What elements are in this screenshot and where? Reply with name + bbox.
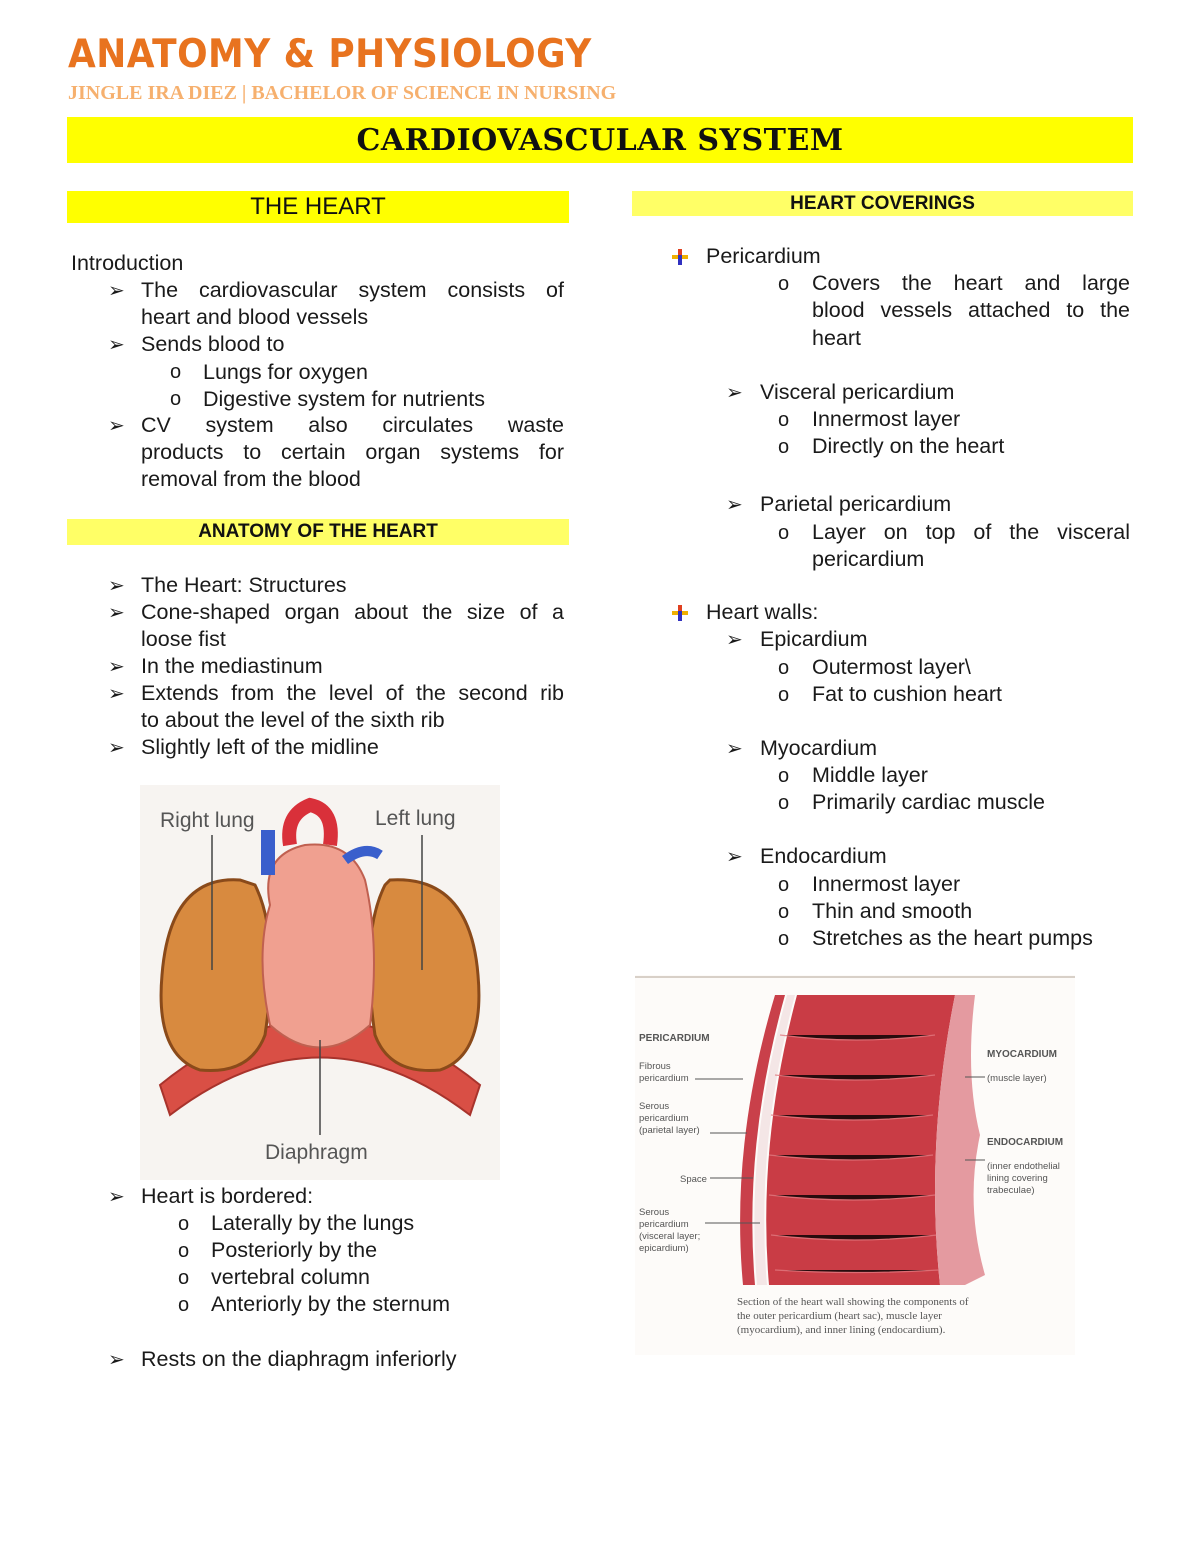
list-item: The cardiovascular system consists of bbox=[141, 278, 564, 302]
list-item: Extends from the level of the second rib bbox=[141, 681, 564, 705]
circle-bullet-icon: o bbox=[170, 361, 182, 383]
circle-bullet-icon: o bbox=[778, 684, 790, 706]
fig-serous-parietal-label: (parietal layer) bbox=[639, 1125, 700, 1136]
intro-label: Introduction bbox=[71, 251, 184, 275]
arrow-bullet-icon: ➢ bbox=[726, 494, 743, 516]
fig-space-label: Space bbox=[680, 1174, 707, 1185]
circle-bullet-icon: o bbox=[778, 928, 790, 950]
list-item: Sends blood to bbox=[141, 332, 285, 356]
circle-bullet-icon: o bbox=[778, 901, 790, 923]
visceral-heading: Visceral pericardium bbox=[760, 380, 955, 404]
circle-bullet-icon: o bbox=[778, 522, 790, 544]
circle-bullet-icon: o bbox=[778, 273, 790, 295]
diaphragm-label: Diaphragm bbox=[265, 1141, 368, 1164]
list-item: Anteriorly by the sternum bbox=[211, 1292, 450, 1316]
list-item: to about the level of the sixth rib bbox=[141, 708, 445, 732]
circle-bullet-icon: o bbox=[178, 1240, 190, 1262]
right-lung-label: Right lung bbox=[160, 809, 255, 832]
fig-myocardium-label: MYOCARDIUM bbox=[987, 1049, 1057, 1060]
list-item: products to certain organ systems for bbox=[141, 440, 564, 464]
circle-bullet-icon: o bbox=[778, 409, 790, 431]
list-item: Covers the heart and large bbox=[812, 271, 1130, 295]
list-item: Lungs for oxygen bbox=[203, 360, 368, 384]
arrow-bullet-icon: ➢ bbox=[108, 1349, 125, 1371]
arrow-bullet-icon: ➢ bbox=[108, 656, 125, 678]
fig-fibrous-label: Fibrous bbox=[639, 1061, 671, 1072]
document-title: ANATOMY & PHYSIOLOGY bbox=[68, 32, 592, 77]
section-anatomy-title: ANATOMY OF THE HEART bbox=[198, 521, 438, 542]
list-item: Directly on the heart bbox=[812, 434, 1005, 458]
list-item: Innermost layer bbox=[812, 407, 961, 431]
heart-walls-heading: Heart walls: bbox=[706, 600, 819, 624]
title-banner bbox=[67, 117, 1133, 163]
list-item: Outermost layer\ bbox=[812, 655, 971, 679]
list-item: removal from the blood bbox=[141, 467, 361, 491]
list-item: heart and blood vessels bbox=[141, 305, 369, 329]
left-lung-label: Left lung bbox=[375, 807, 456, 830]
arrow-bullet-icon: ➢ bbox=[726, 382, 743, 404]
fig-serous-visceral-label: pericardium bbox=[639, 1219, 689, 1230]
pericardium-heading: Pericardium bbox=[706, 244, 821, 268]
banner-text: CARDIOVASCULAR SYSTEM bbox=[356, 122, 844, 158]
fig-endocardium-desc: (inner endothelial bbox=[987, 1161, 1060, 1172]
list-item: CV system also circulates waste bbox=[141, 413, 564, 437]
circle-bullet-icon: o bbox=[778, 792, 790, 814]
list-item: Thin and smooth bbox=[812, 899, 973, 923]
arrow-bullet-icon: ➢ bbox=[108, 280, 125, 302]
list-item: Digestive system for nutrients bbox=[203, 387, 485, 411]
circle-bullet-icon: o bbox=[778, 874, 790, 896]
arrow-bullet-icon: ➢ bbox=[726, 738, 743, 760]
list-item: In the mediastinum bbox=[141, 654, 323, 678]
list-item: Stretches as the heart pumps bbox=[812, 926, 1093, 950]
fig-caption-line: (myocardium), and inner lining (endocardium). bbox=[737, 1324, 946, 1336]
list-item: Posteriorly by the bbox=[211, 1238, 378, 1262]
parietal-heading: Parietal pericardium bbox=[760, 492, 952, 516]
arrow-bullet-icon: ➢ bbox=[108, 575, 125, 597]
list-item: Rests on the diaphragm inferiorly bbox=[141, 1347, 457, 1371]
fig-serous-visceral-label: Serous bbox=[639, 1207, 670, 1218]
list-item: Slightly left of the midline bbox=[141, 735, 379, 759]
circle-bullet-icon: o bbox=[178, 1213, 190, 1235]
list-item: pericardium bbox=[812, 547, 925, 571]
list-item: Heart is bordered: bbox=[141, 1184, 314, 1208]
arrow-bullet-icon: ➢ bbox=[108, 602, 125, 624]
arrow-bullet-icon: ➢ bbox=[108, 415, 125, 437]
epicardium-heading: Epicardium bbox=[760, 627, 868, 651]
section-coverings-title: HEART COVERINGS bbox=[790, 192, 975, 214]
fig-muscle-layer-label: (muscle layer) bbox=[987, 1073, 1047, 1084]
arrow-bullet-icon: ➢ bbox=[108, 737, 125, 759]
list-item: Fat to cushion heart bbox=[812, 682, 1003, 706]
heart-wall-figure bbox=[635, 975, 1075, 1355]
circle-bullet-icon: o bbox=[778, 436, 790, 458]
list-item: vertebral column bbox=[211, 1265, 370, 1289]
circle-bullet-icon: o bbox=[178, 1294, 190, 1316]
circle-bullet-icon: o bbox=[778, 765, 790, 787]
list-item: The Heart: Structures bbox=[141, 573, 347, 597]
document-subtitle: JINGLE IRA DIEZ | BACHELOR OF SCIENCE IN NURSING bbox=[68, 82, 617, 104]
fig-endocardium-desc: trabeculae) bbox=[987, 1185, 1035, 1196]
fig-pericardium-label: PERICARDIUM bbox=[639, 1033, 710, 1044]
section-anatomy-bar bbox=[67, 519, 569, 545]
arrow-bullet-icon: ➢ bbox=[726, 629, 743, 651]
heart-lungs-figure bbox=[140, 785, 500, 1180]
fig-endocardium-label: ENDOCARDIUM bbox=[987, 1137, 1064, 1148]
arrow-bullet-icon: ➢ bbox=[108, 683, 125, 705]
myocardium-heading: Myocardium bbox=[760, 736, 878, 760]
arrow-bullet-icon: ➢ bbox=[108, 334, 125, 356]
fig-caption-line: Section of the heart wall showing the components of bbox=[737, 1296, 969, 1308]
circle-bullet-icon: o bbox=[170, 388, 182, 410]
arrow-bullet-icon: ➢ bbox=[726, 846, 743, 868]
list-item: Primarily cardiac muscle bbox=[812, 790, 1045, 814]
fig-serous-parietal-label: Serous bbox=[639, 1101, 670, 1112]
fig-serous-parietal-label: pericardium bbox=[639, 1113, 689, 1124]
circle-bullet-icon: o bbox=[778, 657, 790, 679]
list-item: Middle layer bbox=[812, 763, 928, 787]
fig-serous-visceral-label: (visceral layer; bbox=[639, 1231, 701, 1242]
colored-plus-bullet-icon bbox=[672, 249, 688, 265]
list-item: Laterally by the lungs bbox=[211, 1211, 415, 1235]
section-heart-bar bbox=[67, 191, 569, 223]
fig-caption-line: the outer pericardium (heart sac), muscle layer bbox=[737, 1310, 942, 1322]
fig-serous-visceral-label: epicardium) bbox=[639, 1243, 689, 1254]
list-item: Layer on top of the visceral bbox=[812, 520, 1130, 544]
section-heart-title: THE HEART bbox=[250, 193, 386, 220]
list-item: heart bbox=[812, 326, 862, 350]
list-item: blood vessels attached to the bbox=[812, 298, 1130, 322]
list-item: Innermost layer bbox=[812, 872, 961, 896]
fig-fibrous-label: pericardium bbox=[639, 1073, 689, 1084]
circle-bullet-icon: o bbox=[178, 1267, 190, 1289]
section-coverings-bar bbox=[632, 191, 1133, 216]
endocardium-heading: Endocardium bbox=[760, 844, 887, 868]
fig-endocardium-desc: lining covering bbox=[987, 1173, 1048, 1184]
list-item: loose fist bbox=[141, 627, 226, 651]
arrow-bullet-icon: ➢ bbox=[108, 1186, 125, 1208]
list-item: Cone-shaped organ about the size of a bbox=[141, 600, 564, 624]
colored-plus-bullet-icon bbox=[672, 605, 688, 621]
heart-shape bbox=[263, 844, 375, 1047]
